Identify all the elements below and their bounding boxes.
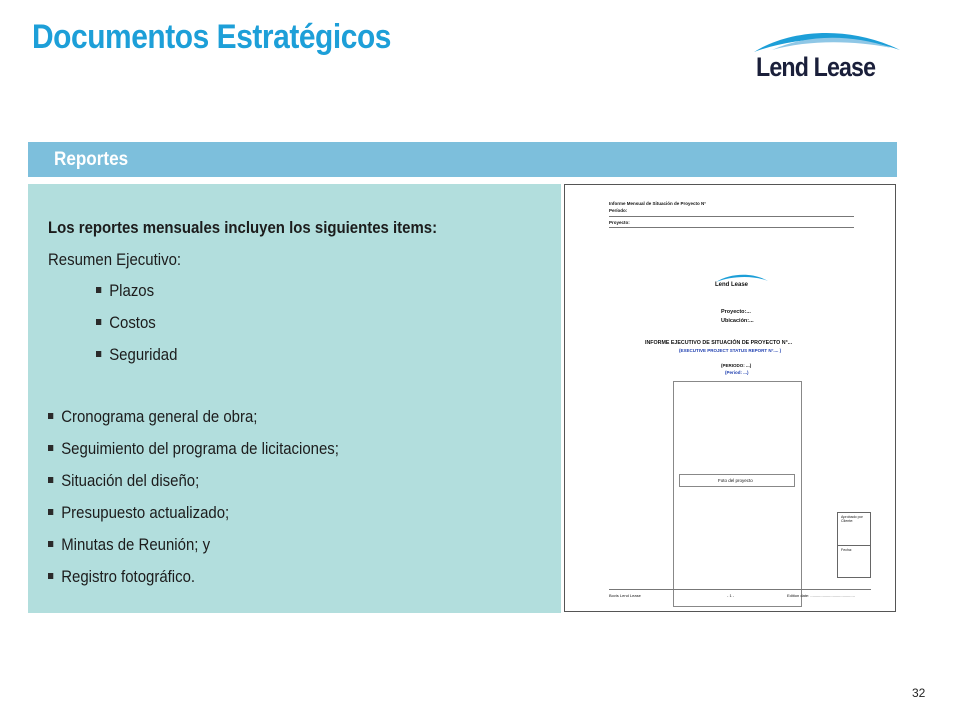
content-panel: [28, 184, 561, 613]
list-item: [48, 439, 339, 459]
list-item-label: Presupuesto actualizado;: [61, 503, 230, 522]
bullet-icon: [48, 573, 53, 579]
list-item-label: Seguridad: [109, 345, 178, 364]
preview-header-period: Período:: [609, 208, 628, 213]
bullet-icon: [48, 541, 53, 547]
divider: [609, 227, 854, 228]
preview-approval-box: [837, 512, 871, 578]
preview-logo-text: Lend Lease: [715, 282, 749, 288]
list-item-label: Cronograma general de obra;: [61, 407, 258, 426]
bullet-icon: [96, 319, 101, 325]
preview-approved-label: Aprobado por Cliente:: [841, 515, 863, 523]
intro-text: Los reportes mensuales incluyen los siguientes items:: [48, 218, 438, 237]
divider: [609, 589, 871, 590]
preview-date-label: Fecha:: [841, 548, 852, 552]
list-item-label: Situación del diseño;: [61, 471, 200, 490]
bullet-icon: [48, 413, 53, 419]
list-item: [96, 313, 156, 333]
preview-photo-frame: [673, 381, 802, 607]
preview-report-subtitle: (EXECUTIVE PROJECT STATUS REPORT N°.... ): [679, 348, 782, 353]
preview-footer-left: Bovis Lend Lease: [609, 593, 641, 598]
list-item-label: Costos: [109, 313, 156, 332]
summary-label: Resumen Ejecutivo:: [48, 250, 182, 269]
bullet-icon: [48, 445, 53, 451]
list-item: [48, 471, 199, 491]
list-item-label: Minutas de Reunión; y: [61, 535, 211, 554]
bullet-icon: [48, 509, 53, 515]
logo-arc-icon: [752, 24, 902, 54]
preview-period-label: (PERIODO: ...): [721, 363, 752, 368]
list-item: [48, 407, 257, 427]
list-item-label: Plazos: [109, 281, 155, 300]
section-header: [28, 142, 897, 177]
list-item-label: Registro fotográfico.: [61, 567, 196, 586]
page-title: Documentos Estratégicos: [32, 18, 391, 56]
bullet-icon: [96, 351, 101, 357]
bullet-icon: [96, 287, 101, 293]
list-item-label: Seguimiento del programa de licitaciones;: [61, 439, 339, 458]
list-item: [96, 345, 177, 365]
report-cover-preview: [564, 184, 896, 612]
page-number: 32: [912, 686, 926, 700]
list-item: [48, 535, 210, 555]
preview-photo-label: Foto del proyecto: [718, 478, 753, 483]
lend-lease-logo: [752, 24, 902, 80]
preview-photo-label-box: [679, 474, 795, 487]
preview-report-title: INFORME EJECUTIVO DE SITUACIÓN DE PROYECTO N°...: [645, 340, 793, 346]
list-item: [48, 567, 195, 587]
preview-header-project: Proyecto:: [609, 220, 630, 225]
preview-location-label: Ubicación:...: [721, 318, 754, 324]
divider: [609, 216, 854, 217]
preview-header-title: Informe Mensual de Situación de Proyecto N°: [609, 201, 707, 206]
preview-footer-page: - 1 -: [727, 593, 735, 598]
list-item: [48, 503, 229, 523]
preview-project-label: Proyecto:...: [721, 309, 751, 315]
bullet-icon: [48, 477, 53, 483]
preview-period-label-en: (Period: ...): [725, 370, 749, 375]
logo-text: Lend Lease: [756, 52, 876, 82]
preview-footer-right: Edition date: ........................................: [787, 593, 855, 598]
divider: [838, 545, 870, 546]
section-title: Reportes: [54, 149, 129, 170]
list-item: [96, 281, 154, 301]
